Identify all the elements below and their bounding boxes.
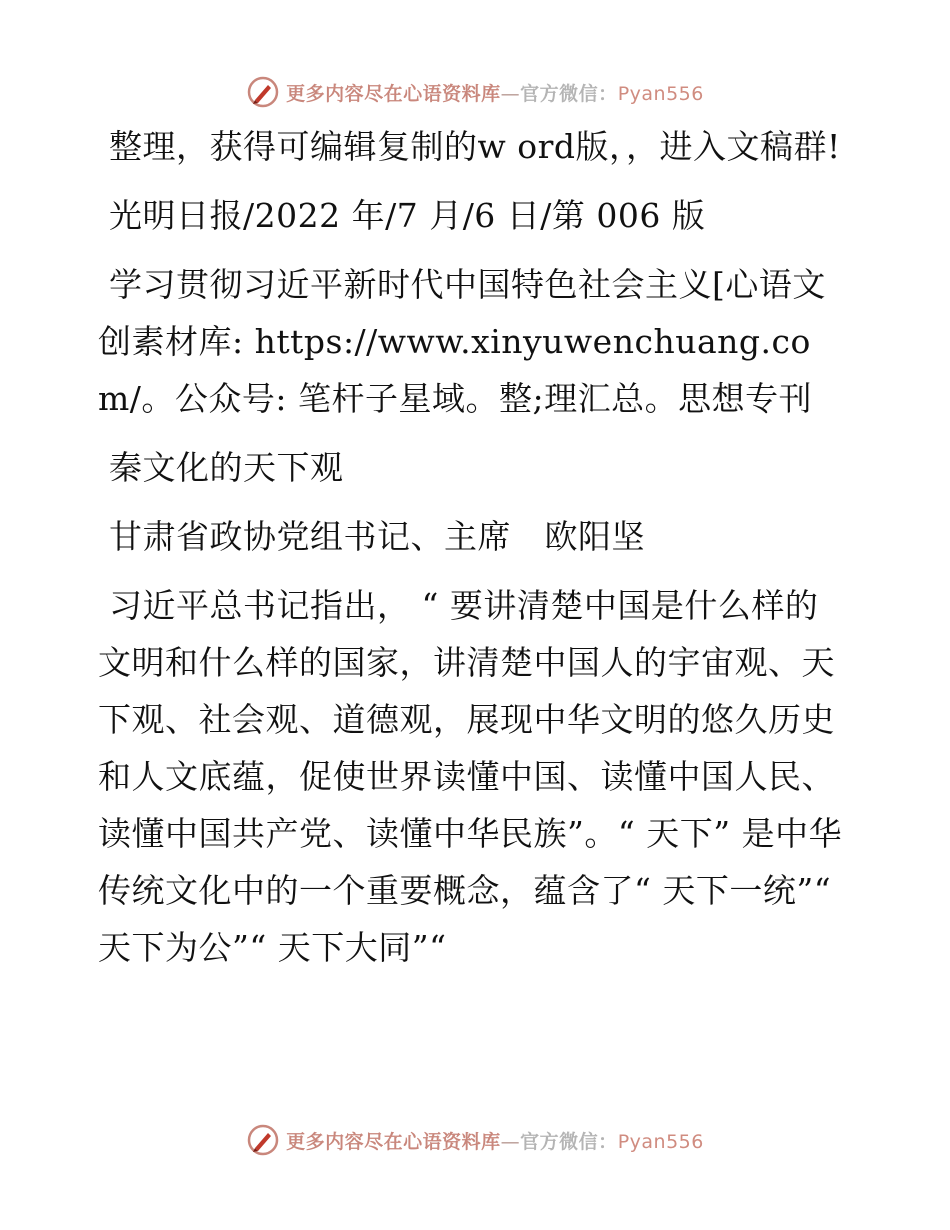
- document-body: [98, 118, 850, 976]
- watermark-text: 更多内容尽在心语资料库—官方微信：Pyan556: [286, 82, 704, 105]
- article-author: 甘肃省政协党组书记、主席 欧阳坚: [98, 517, 645, 556]
- watermark-header: [0, 72, 950, 112]
- watermark-footer: [0, 1120, 950, 1160]
- paragraph-intro: 整理，获得可编辑复制的w ord版，，进入文稿群!: [98, 127, 841, 166]
- pen-logo-icon: [246, 1123, 280, 1157]
- article-body-paragraph: 习近平总书记指出， “ 要讲清楚中国是什么样的文明和什么样的国家，讲清楚中国人的宇宙观、天下观、社会观、道德观，展现中华文明的悠久历史和人文底蕴，促使世界读懂中国、读懂中国人民、读懂中国共产党、读懂中华民族”。“ 天下” 是中华传统文化中的一个重要概念，蕴含了“ 天下一统”“ 天下为公”“ 天下大同”“: [98, 586, 843, 967]
- watermark-text: 更多内容尽在心语资料库—官方微信：Pyan556: [286, 1130, 704, 1153]
- pen-logo-icon: [246, 75, 280, 109]
- paragraph-column: 学习贯彻习近平新时代中国特色社会主义[心语文创素材库: https://www.xinyuwenchuang.com/。公众号: 笔杆子星域。整;理汇总。思想专刊: [98, 265, 826, 418]
- article-title: 秦文化的天下观: [98, 448, 344, 487]
- paragraph-source: 光明日报/2022 年/7 月/6 日/第 006 版: [98, 196, 706, 235]
